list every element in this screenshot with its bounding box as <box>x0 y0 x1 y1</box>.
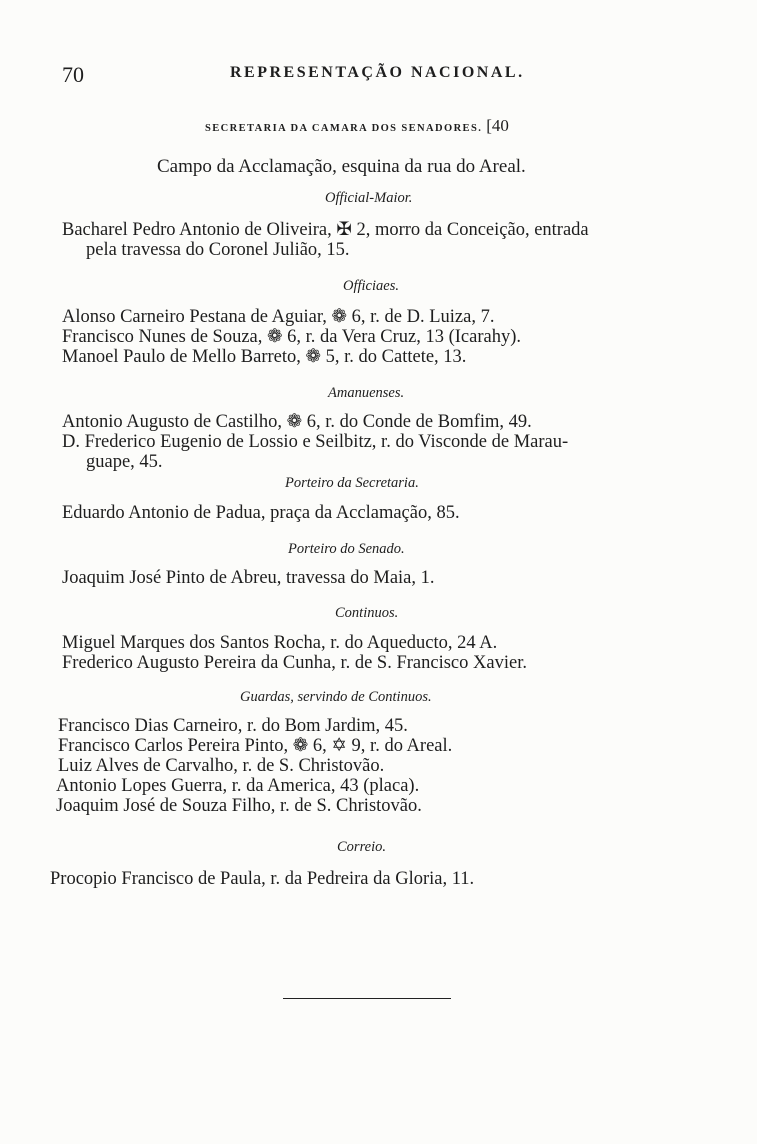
entry-line: Manoel Paulo de Mello Barreto, ❁ 5, r. do Cattete, 13. <box>62 347 467 367</box>
entry-line: Francisco Carlos Pereira Pinto, ❁ 6, ✡ 9, r. do Areal. <box>58 736 453 756</box>
entry-line: D. Frederico Eugenio de Lossio e Seilbitz, r. do Visconde de Marau- <box>62 432 569 452</box>
section-title: Correio. <box>337 839 387 855</box>
entry-line: Luiz Alves de Carvalho, r. de S. Christovão. <box>58 756 385 776</box>
page-title: REPRESENTAÇÃO NACIONAL. <box>230 64 525 81</box>
entry-line: Alonso Carneiro Pestana de Aguiar, ❁ 6, r. de D. Luiza, 7. <box>62 307 495 327</box>
list-item <box>50 869 474 889</box>
entry-line: Joaquim José Pinto de Abreu, travessa do Maia, 1. <box>62 568 435 588</box>
section-title: Continuos. <box>335 605 399 621</box>
section-title: Amanuenses. <box>328 385 405 401</box>
subheader <box>205 116 509 136</box>
list-item <box>62 220 589 260</box>
entry-line: Frederico Augusto Pereira da Cunha, r. de S. Francisco Xavier. <box>62 653 527 673</box>
section-title: Guardas, servindo de Continuos. <box>240 689 432 705</box>
location-line: Campo da Acclamação, esquina da rua do Areal. <box>157 156 526 177</box>
list-item <box>62 327 521 347</box>
entry-line: Procopio Francisco de Paula, r. da Pedreira da Gloria, 11. <box>50 869 475 889</box>
entry-line: Francisco Dias Carneiro, r. do Bom Jardim, 45. <box>58 716 408 736</box>
entry-line: Miguel Marques dos Santos Rocha, r. do Aqueducto, 24 A. <box>62 633 498 653</box>
list-item <box>56 776 419 796</box>
entry-line: Joaquim José de Souza Filho, r. de S. Christovão. <box>56 796 422 816</box>
list-item <box>62 432 568 472</box>
section-title: Officiaes. <box>343 278 399 294</box>
list-item <box>58 736 452 756</box>
entry-line: Antonio Augusto de Castilho, ❁ 6, r. do Conde de Bomfim, 49. <box>62 412 532 432</box>
entry-continuation: pela travessa do Coronel Julião, 15. <box>86 240 350 260</box>
list-item <box>62 347 466 367</box>
entry-line: Eduardo Antonio de Padua, praça da Acclamação, 85. <box>62 503 460 523</box>
list-item <box>62 503 460 523</box>
entry-continuation: guape, 45. <box>86 452 163 472</box>
entry-line: Bacharel Pedro Antonio de Oliveira, ✠ 2, morro da Conceição, entrada <box>62 220 589 240</box>
list-item <box>62 568 435 588</box>
page-number: 70 <box>62 62 84 87</box>
list-item <box>62 653 527 673</box>
subheader-ref: [40 <box>486 116 509 135</box>
section-title: Porteiro da Secretaria. <box>285 475 419 491</box>
list-item <box>62 412 532 432</box>
list-item <box>58 716 408 736</box>
list-item <box>62 307 494 327</box>
section-title: Porteiro do Senado. <box>288 541 405 557</box>
section-title: Official-Maior. <box>325 190 413 206</box>
list-item <box>62 633 497 653</box>
end-rule <box>283 998 451 999</box>
subheader-text: SECRETARIA DA CAMARA DOS SENADORES. <box>205 123 483 134</box>
entry-line: Francisco Nunes de Souza, ❁ 6, r. da Vera Cruz, 13 (Icarahy). <box>62 327 522 347</box>
list-item <box>58 756 384 776</box>
entry-line: Antonio Lopes Guerra, r. da America, 43 (placa). <box>56 776 420 796</box>
list-item <box>56 796 422 816</box>
